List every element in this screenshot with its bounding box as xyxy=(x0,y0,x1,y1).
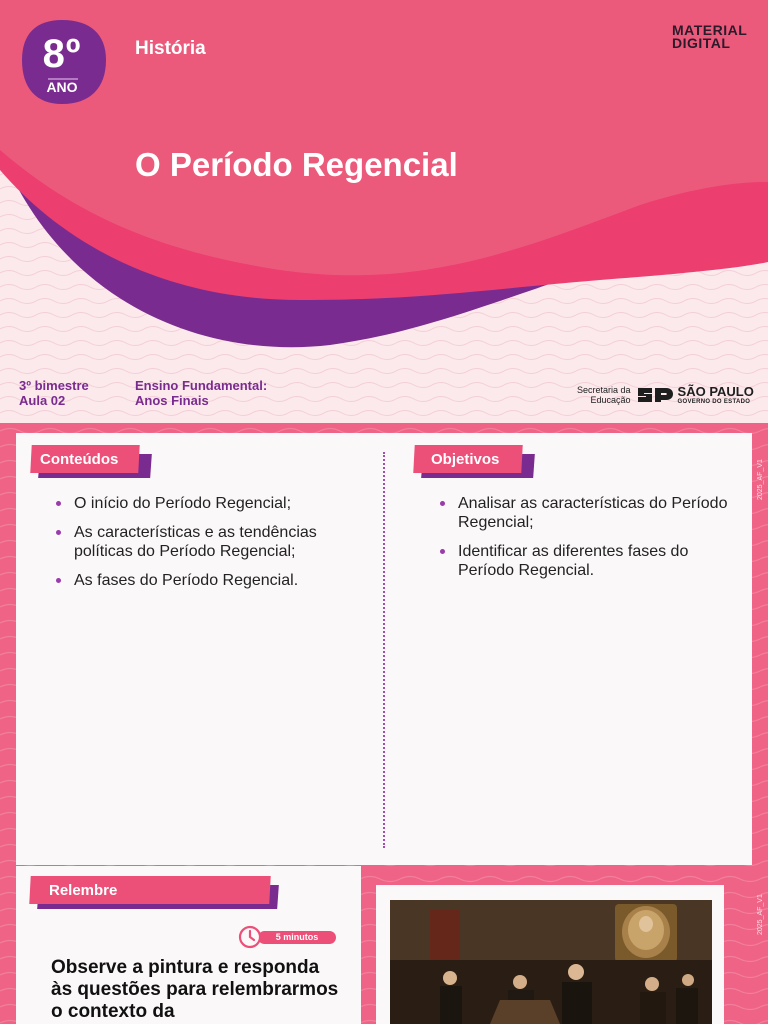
list-item: O início do Período Regencial; xyxy=(52,494,352,513)
grade-number: 8º xyxy=(42,32,82,76)
sao-paulo-government-logo xyxy=(577,381,754,409)
bimester-info xyxy=(19,378,89,408)
brand-line-1: MATERIAL xyxy=(672,22,748,38)
contents-label: Conteúdos xyxy=(40,451,119,468)
slide-header xyxy=(0,0,768,425)
contents-list xyxy=(52,494,352,600)
subject-title: História xyxy=(135,38,206,59)
grade-label: ANO xyxy=(46,79,78,95)
side-code-lower: 2025_AF_V1 xyxy=(757,894,764,935)
objectives-list xyxy=(436,494,736,590)
governo-text: GOVERNO DO ESTADO xyxy=(677,398,751,405)
timer-label: 5 minutos xyxy=(258,931,336,944)
list-item: Analisar as características do Período Regencial; xyxy=(436,494,736,532)
secretaria-line-1: Secretaria da xyxy=(577,385,631,395)
level-info xyxy=(135,378,267,408)
sao-paulo-text: SÃO PAULO xyxy=(677,383,754,399)
page-title: O Período Regencial xyxy=(135,146,458,183)
list-item: As fases do Período Regencial. xyxy=(52,571,352,590)
remember-tag xyxy=(30,876,280,906)
sp-emblem-icon xyxy=(636,385,674,405)
lesson-label: Aula 02 xyxy=(19,393,66,408)
secretaria-label xyxy=(577,385,631,405)
painting-image xyxy=(390,900,712,1024)
level-line-2: Anos Finais xyxy=(135,393,209,408)
material-digital-logo xyxy=(672,24,747,50)
header-background xyxy=(0,0,768,425)
remember-question: Observe a pintura e responda às questões para relembrarmos o contexto da xyxy=(51,957,339,1022)
level-line-1: Ensino Fundamental: xyxy=(135,378,268,393)
objectives-tag xyxy=(414,445,536,475)
clock-icon xyxy=(238,925,262,949)
grade-badge xyxy=(20,18,108,106)
remember-label: Relembre xyxy=(49,882,118,899)
brand-line-2: DIGITAL xyxy=(672,35,731,51)
sao-paulo-label xyxy=(678,385,754,406)
list-item: Identificar as diferentes fases do Período Regencial. xyxy=(436,542,736,580)
side-code: 2025_AF_V1 xyxy=(757,459,764,500)
contents-tag xyxy=(31,445,153,475)
column-divider xyxy=(383,452,385,848)
list-item: As características e as tendências políticas do Período Regencial; xyxy=(52,523,352,561)
objectives-label: Objetivos xyxy=(431,451,500,468)
bimester-label: 3º bimestre xyxy=(19,378,89,393)
secretaria-line-2: Educação xyxy=(590,395,631,405)
historical-painting xyxy=(390,900,712,1024)
